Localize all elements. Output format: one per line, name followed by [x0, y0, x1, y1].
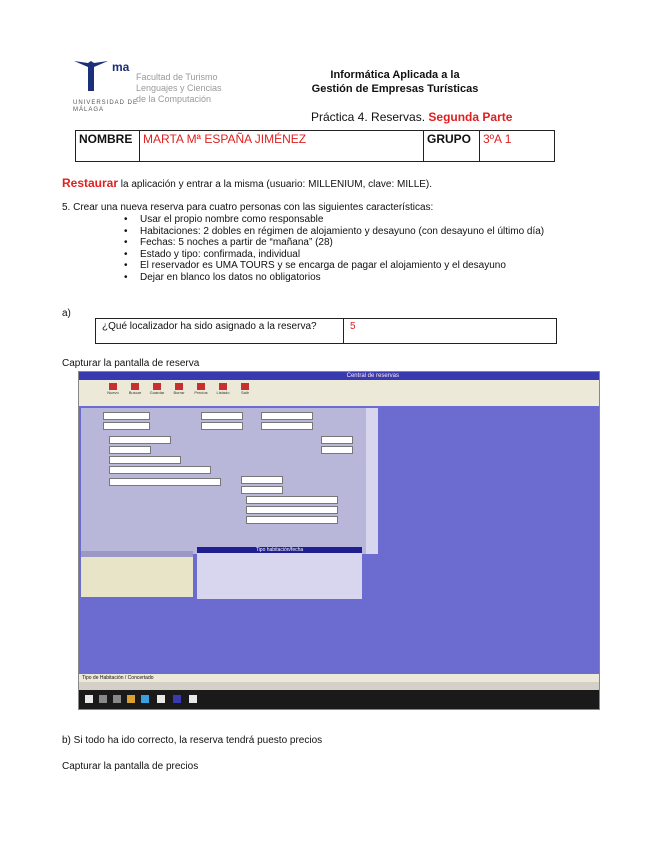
grid-title: Tipo habitación/fecha	[255, 547, 304, 553]
list-item: • El reservador es UMA TOURS y se encarga de pagar el alojamiento y el desayuno	[118, 260, 618, 272]
screenshot-title: Central de reservas	[346, 373, 399, 379]
reservation-form	[81, 408, 366, 554]
status-text: Tipo de Habitación / Concertado	[82, 675, 154, 681]
screenshot-titlebar	[79, 372, 599, 380]
restore-instruction	[62, 176, 432, 190]
course-title	[290, 68, 500, 96]
capture-prices-instruction: Capturar la pantalla de precios	[62, 761, 199, 772]
faculty-line: Facultad de Turismo	[136, 72, 218, 82]
toolbar-button: Precios	[191, 383, 211, 401]
course-title-line: Gestión de Empresas Turísticas	[311, 83, 479, 95]
faculty-line: Lenguajes y Ciencias	[136, 83, 222, 93]
faculty-line: de la Computación	[136, 94, 212, 104]
screenshot-side-panel	[366, 408, 378, 554]
restore-keyword: Restaurar	[62, 176, 119, 190]
part-a-label: a)	[62, 308, 71, 319]
room-grid-header	[81, 551, 193, 557]
question-table	[95, 318, 557, 344]
logo-text: ma	[112, 60, 130, 74]
course-title-line: Informática Aplicada a la	[330, 69, 460, 81]
question-text: ¿Qué localizador ha sido asignado a la reserva?	[96, 319, 344, 344]
restore-text: la aplicación y entrar a la misma (usuario: MILLENIUM, clave: MILLE).	[118, 179, 433, 190]
answer-text: 5	[344, 319, 557, 344]
practice-title	[311, 110, 512, 124]
room-date-grid-header	[197, 547, 362, 553]
list-item: • Fechas: 5 noches a partir de “mañana” (28)	[118, 237, 618, 249]
list-item: • Habitaciones: 2 dobles en régimen de alojamiento y desayuno (con desayuno el último día)	[118, 226, 618, 238]
toolbar-button: Listado	[213, 383, 233, 401]
university-name: UNIVERSIDAD DE MÁLAGA	[73, 100, 139, 113]
toolbar-button: Guardar	[147, 383, 167, 401]
student-table	[75, 130, 555, 162]
name-label: NOMBRE	[76, 131, 140, 162]
screenshot-toolbar	[79, 380, 599, 406]
toolbar-button: Salir	[235, 383, 255, 401]
practice-suffix: Segunda Parte	[428, 110, 513, 124]
screenshot-main	[79, 406, 599, 674]
group-label: GRUPO	[424, 131, 480, 162]
list-item: • Estado y tipo: confirmada, individual	[118, 249, 618, 261]
list-item: • Dejar en blanco los datos no obligatorios	[118, 272, 618, 284]
list-item: • Usar el propio nombre como responsable	[118, 214, 618, 226]
toolbar-button: Nuevo	[103, 383, 123, 401]
group-value: 3ºA 1	[480, 131, 555, 162]
requirements-list	[118, 214, 618, 283]
toolbar-button: Buscar	[125, 383, 145, 401]
part-b-text: b) Si todo ha ido correcto, la reserva tendrá puesto precios	[62, 735, 323, 746]
screenshot-taskbar	[79, 690, 599, 709]
faculty-name	[136, 72, 246, 105]
screenshot-statusbar	[79, 674, 599, 682]
university-logo-icon	[74, 61, 110, 91]
practice-prefix: Práctica 4. Reservas.	[311, 110, 426, 124]
name-value: MARTA Mª ESPAÑA JIMÉNEZ	[140, 131, 424, 162]
task-intro: 5. Crear una nueva reserva para cuatro personas con las siguientes características:	[62, 202, 434, 213]
room-grid	[81, 551, 193, 597]
reservation-screenshot	[78, 371, 600, 710]
capture-instruction: Capturar la pantalla de reserva	[62, 358, 200, 369]
toolbar-button: Borrar	[169, 383, 189, 401]
room-date-grid	[197, 547, 362, 599]
